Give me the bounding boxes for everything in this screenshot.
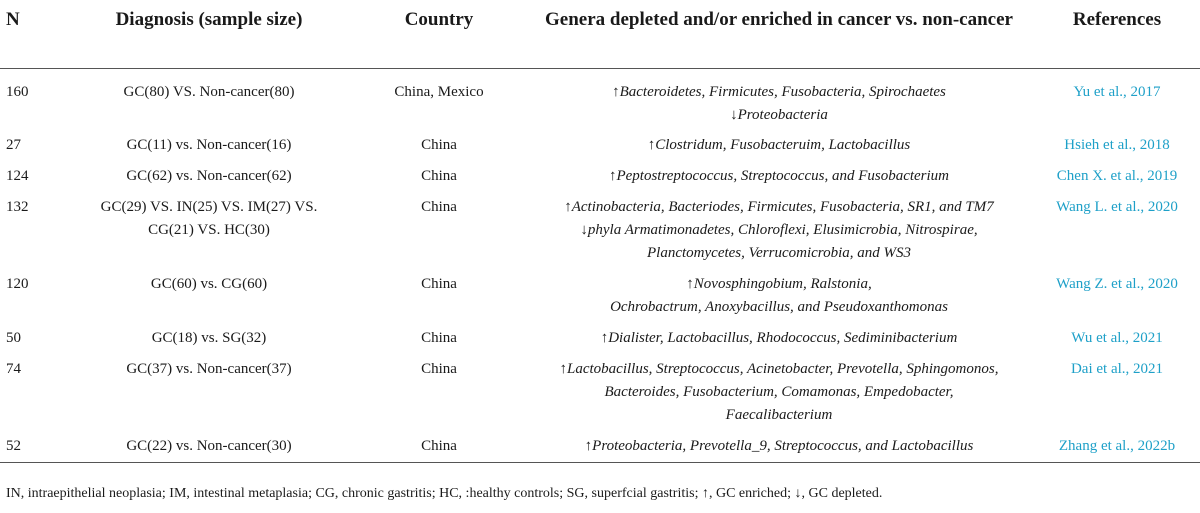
arrow-up-icon: ↑: [686, 276, 694, 292]
cell-genera: [524, 68, 1034, 130]
cell-country: China: [421, 199, 457, 215]
genera-line: [528, 242, 1030, 265]
table-footnote: IN, intraepithelial neoplasia; IM, intestinal metaplasia; CG, chronic gastritis; HC, :healthy controls; SG, superfcial gastritis; ↑, GC enriched; ↓, GC depleted.: [6, 486, 883, 501]
reference-year-link[interactable]: 2021: [1132, 330, 1163, 346]
genera-text: Lactobacillus, Streptococcus, Acinetobacter, Prevotella, Sphingomonos,: [567, 361, 999, 377]
cell-diagnosis: GC(62) vs. Non-cancer(62): [126, 168, 292, 184]
header-n: N: [0, 0, 64, 68]
table-header-row: [0, 0, 1200, 68]
table-row: [0, 354, 1200, 431]
genera-line: [528, 435, 1030, 458]
arrow-down-icon: ↓: [580, 222, 588, 238]
cell-diagnosis: GC(80) VS. Non-cancer(80): [123, 83, 295, 100]
cell-n: 132: [6, 199, 29, 215]
genera-line: [528, 196, 1030, 219]
arrow-up-icon: ↑: [608, 168, 617, 184]
cell-reference[interactable]: [1034, 130, 1200, 161]
cell-diagnosis: GC(37) vs. Non-cancer(37): [126, 361, 292, 377]
genera-text: Bacteroides, Fusobacterium, Comamonas, Empedobacter,: [604, 384, 954, 400]
cell-reference[interactable]: [1034, 68, 1200, 130]
table-body: [0, 68, 1200, 462]
header-genera: Genera depleted and/or enriched in cancer vs. non-cancer: [524, 0, 1034, 68]
genera-text: Novosphingobium, Ralstonia,: [693, 276, 872, 292]
table-row: [0, 161, 1200, 192]
table-row: [0, 269, 1200, 323]
cell-diagnosis: GC(22) vs. Non-cancer(30): [64, 431, 354, 462]
diagnosis-line: GC(29) VS. IN(25) VS. IM(27) VS.: [100, 199, 318, 215]
cell-reference[interactable]: [1034, 431, 1200, 462]
cell-genera: [524, 431, 1034, 462]
table-row: [0, 192, 1200, 269]
cell-n: 74: [6, 361, 21, 377]
reference-author-link[interactable]: Wang Z. et al.,: [1056, 276, 1145, 292]
reference-author-link[interactable]: Hsieh et al.,: [1064, 137, 1136, 153]
genera-text: Bacteroidetes, Firmicutes, Fusobacteria, Spirochaetes: [619, 83, 946, 100]
genera-line: [528, 134, 1030, 157]
reference-year-link[interactable]: 2017: [1130, 83, 1161, 100]
genera-line: [528, 381, 1030, 404]
arrow-up-icon: ↑: [584, 438, 593, 454]
genera-line: [528, 165, 1030, 188]
genera-line: [528, 219, 1030, 242]
genera-text: Planctomycetes, Verrucomicrobia, and WS3: [647, 245, 911, 261]
arrow-up-icon: ↑: [564, 199, 572, 215]
reference-year-link[interactable]: 2019: [1147, 168, 1178, 184]
cell-diagnosis: GC(11) vs. Non-cancer(16): [126, 137, 292, 153]
reference-author-link[interactable]: Zhang et al.,: [1058, 438, 1134, 454]
genera-text: Proteobacteria, Prevotella_9, Streptococcus, and Lactobacillus: [592, 438, 974, 454]
cell-country: China: [354, 431, 524, 462]
cell-country: China: [421, 137, 457, 153]
arrow-up-icon: ↑: [600, 330, 609, 346]
cell-country: China: [421, 276, 457, 292]
cell-country: China: [421, 361, 457, 377]
cell-n: 52: [0, 431, 64, 462]
cell-n: 124: [6, 168, 29, 184]
genera-text: Dialister, Lactobacillus, Rhodococcus, Sediminibacterium: [608, 330, 958, 346]
reference-year-link[interactable]: 2020: [1147, 276, 1178, 292]
cell-reference[interactable]: [1034, 161, 1200, 192]
genera-line: [528, 358, 1030, 381]
genera-line: [528, 327, 1030, 350]
arrow-up-icon: ↑: [647, 137, 656, 153]
cell-n: 27: [6, 137, 21, 153]
cell-n: 160: [6, 83, 29, 100]
cell-reference[interactable]: [1034, 192, 1200, 269]
genera-text: Ochrobactrum, Anoxybacillus, and Pseudoxanthomonas: [610, 299, 948, 315]
header-diagnosis: Diagnosis (sample size): [64, 0, 354, 68]
table-row: [0, 68, 1200, 130]
reference-year-link[interactable]: 2018: [1139, 137, 1170, 153]
cell-diagnosis: [64, 192, 354, 269]
genera-text: Proteobacteria: [737, 106, 828, 123]
cell-genera: [524, 323, 1034, 354]
genera-text: Peptostreptococcus, Streptococcus, and Fusobacterium: [616, 168, 950, 184]
cell-reference[interactable]: [1034, 354, 1200, 431]
arrow-up-icon: ↑: [612, 83, 620, 100]
genera-line: [528, 404, 1030, 427]
cell-reference[interactable]: [1034, 323, 1200, 354]
reference-year-link[interactable]: 2022b: [1137, 438, 1176, 454]
cell-country: China, Mexico: [394, 83, 484, 100]
genera-text: Actinobacteria, Bacteriodes, Firmicutes, Fusobacteria, SR1, and TM7: [571, 199, 994, 215]
genera-line: [528, 296, 1030, 319]
reference-author-link[interactable]: Yu et al.,: [1073, 83, 1127, 100]
table-row: [0, 323, 1200, 354]
cell-genera: [524, 192, 1034, 269]
genera-text: Faecalibacterium: [725, 407, 833, 423]
table-row: [0, 130, 1200, 161]
cell-genera: [524, 269, 1034, 323]
cell-country: China: [421, 330, 457, 346]
cell-genera: [524, 130, 1034, 161]
cell-diagnosis: GC(18) vs. SG(32): [151, 330, 267, 346]
cell-diagnosis: GC(60) vs. CG(60): [150, 276, 268, 292]
genera-text: phyla Armatimonadetes, Chloroflexi, Elusimicrobia, Nitrospirae,: [587, 222, 978, 238]
reference-author-link[interactable]: Wang L. et al.,: [1056, 199, 1145, 215]
cell-genera: [524, 354, 1034, 431]
cell-country: China: [421, 168, 457, 184]
genera-line: [528, 81, 1030, 104]
arrow-up-icon: ↑: [559, 361, 568, 377]
cell-n: 120: [6, 276, 29, 292]
arrow-down-icon: ↓: [730, 106, 738, 123]
genera-line: [528, 273, 1030, 296]
cell-genera: [524, 161, 1034, 192]
genera-text: Clostridum, Fusobacteruim, Lactobacillus: [655, 137, 911, 153]
header-country: Country: [354, 0, 524, 68]
header-references: References: [1034, 0, 1200, 68]
reference-author-link[interactable]: Dai et al.,: [1070, 361, 1130, 377]
reference-year-link[interactable]: 2021: [1133, 361, 1164, 377]
reference-author-link[interactable]: Wu et al.,: [1071, 330, 1129, 346]
reference-year-link[interactable]: 2020: [1147, 199, 1178, 215]
reference-author-link[interactable]: Chen X. et al.,: [1056, 168, 1144, 184]
diagnosis-line: CG(21) VS. HC(30): [148, 222, 270, 238]
genera-line: [528, 104, 1030, 127]
cell-n: 50: [6, 330, 21, 346]
table-row: [0, 431, 1200, 462]
cell-reference[interactable]: [1034, 269, 1200, 323]
